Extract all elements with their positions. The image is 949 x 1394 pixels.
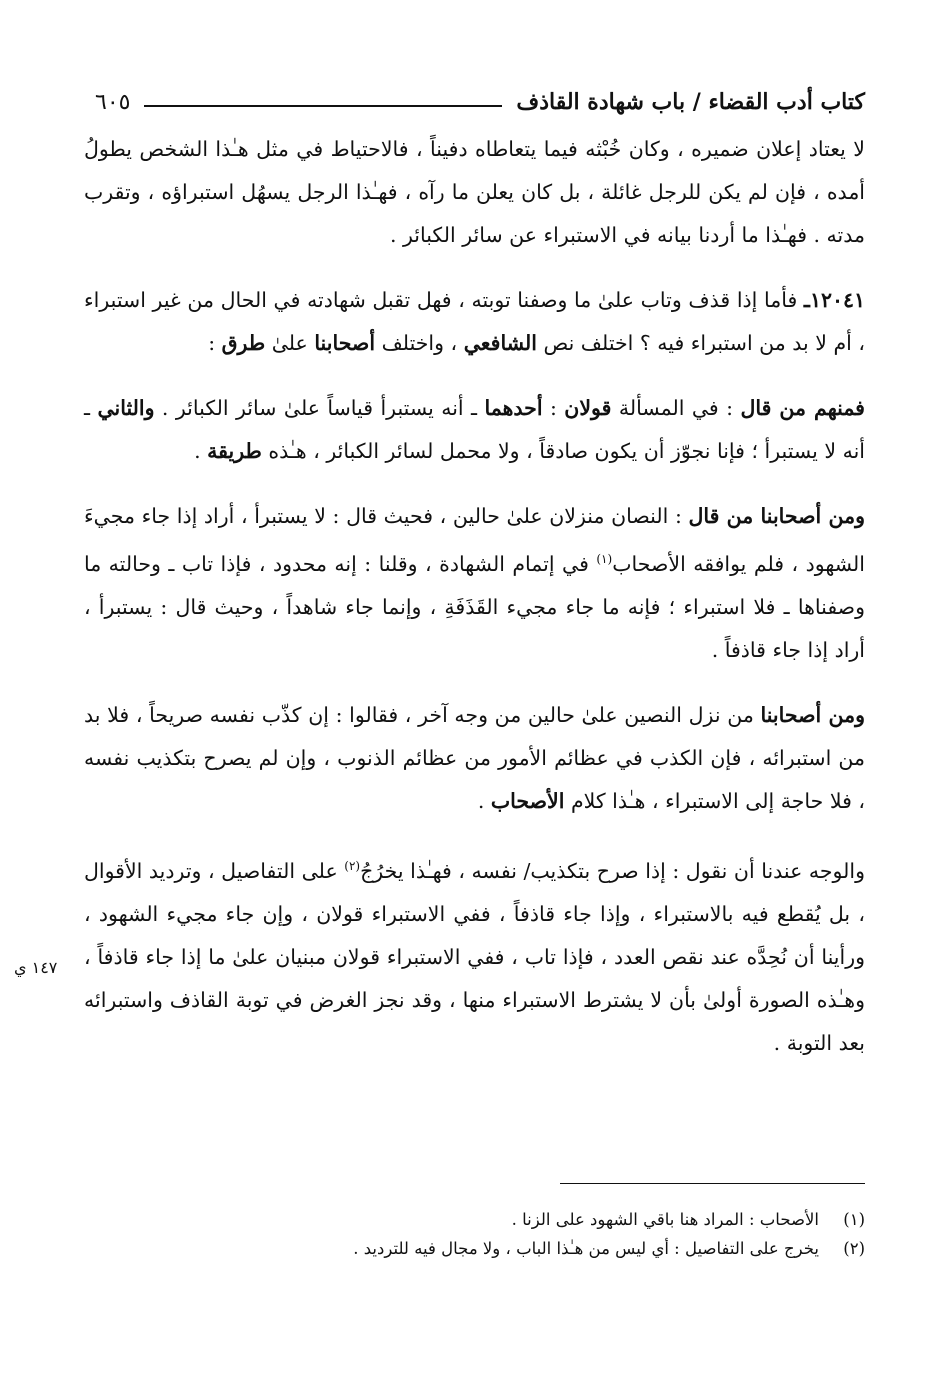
- page-number: ٦٠٥: [95, 89, 131, 115]
- text-run: طريقة: [207, 439, 262, 463]
- paragraph: [84, 694, 865, 823]
- footnote-number: (٢): [843, 1239, 865, 1258]
- text-run: فمنهم من قال: [740, 396, 865, 420]
- text-run: طرق: [221, 331, 266, 355]
- footnote-1: [84, 1205, 865, 1234]
- text-run: : النصان منزلان علىٰ حالين ، فحيث قال : لا يستبرأ ، أراد إذا جاء مجيءَ الشهود ، فلم يوافقه الأصحاب: [84, 504, 865, 576]
- text-run: :: [208, 331, 222, 355]
- text-run: .: [194, 439, 208, 463]
- margin-note: ١٤٧ ي: [14, 958, 58, 977]
- text-run: في إتمام الشهادة ، وقلنا : إنه محدود ، فإذا تاب ـ وحالته ما وصفناها ـ فلا استبراء ؛ فإنه ما جاء مجيء القَذَفَةِ ، وإنما جاء شاهداً ، وحيث قال : يستبرأ ، أراد إذا جاء قاذفاً .: [84, 551, 865, 662]
- text-run: أحدهما: [484, 396, 543, 420]
- paragraph: [84, 387, 865, 473]
- footnote-number: (١): [843, 1210, 865, 1229]
- text-run: ـ أنه يستبرأ قياساً علىٰ سائر الكبائر .: [154, 396, 485, 420]
- running-header: [95, 80, 865, 124]
- paragraph: [84, 495, 865, 672]
- text-run: ـ أنه لا يستبرأ ؛ فإنا نجوّز أن يكون صادقاً ، ولا محمل لسائر الكبائر ، هـٰذه: [84, 396, 865, 463]
- text-run: علىٰ: [265, 331, 315, 355]
- text-run: ومن أصحابنا من قال: [688, 504, 865, 528]
- text-run: ١٢٠٤١ـ: [803, 288, 865, 312]
- body-text: [84, 128, 865, 1087]
- text-run: :: [542, 396, 565, 420]
- text-run: الأصحاب: [490, 788, 565, 813]
- footnote-ref: (٢): [344, 858, 361, 873]
- text-run: .: [477, 788, 491, 813]
- paragraph: [84, 279, 865, 365]
- text-run: على التفاصيل ، وترديد الأقوال ، بل يُقطع فيه بالاستبراء ، وإذا جاء قاذفاً ، ففي الاستبراء قولان ، وإن جاء مجيء الشهود ، ورأينا أن نُحِدَّه عند نقص العدد ، فإذا تاب ، ففي الاستبراء قولان مبنيان علىٰ ما إذا جاء قاذفاً ، وهـٰذه الصورة أولىٰ بأن لا يشترط الاستبراء منها ، وقد نجز الغرض في توبة القاذف واستبرائه بعد التوبة .: [84, 858, 865, 1055]
- text-run: الشافعي: [463, 331, 537, 355]
- text-run: من نزل النصين علىٰ حالين من وجه آخر ، فقالوا : إن كذّب نفسه صريحاً ، فلا بد من استبرائه ، فإن الكذب في عظائم الأمور من عظائم الذنوب ، وإن لم يصرح بتكذيب نفسه ، فلا حاجة إلى الاستبراء ، هـٰذا كلام: [84, 702, 865, 813]
- text-run: ومن أصحابنا: [760, 702, 865, 727]
- footnote-text: يخرج على التفاصيل : أي ليس من هـٰذا الباب ، ولا مجال فيه للترديد .: [353, 1239, 819, 1258]
- paragraph: [84, 128, 865, 257]
- text-run: قولان: [564, 396, 612, 420]
- footnote-text: الأصحاب : المراد هنا باقي الشهود على الزنا .: [511, 1210, 819, 1229]
- footnotes: [84, 1205, 865, 1263]
- footnote-2: [84, 1234, 865, 1263]
- text-run: ، واختلف: [375, 331, 464, 355]
- text-run: أصحابنا: [314, 331, 376, 355]
- header-rule: [144, 105, 502, 107]
- text-run: لا يعتاد إعلان ضميره ، وكان خُبْثه فيما يتعاطاه دفيناً ، فالاحتياط في مثل هـٰذا الشخص يطولُ أمده ، فإن لم يكن للرجل غائلة ، بل كان يعلن ما رآه ، فهـٰذا الرجل يسهُل استبراؤه ، وتقرب مدته . فهـٰذا ما أردنا بيانه في الاستبراء عن سائر الكبائر .: [84, 137, 865, 247]
- text-run: فأما إذا قذف وتاب علىٰ ما وصفنا توبته ، فهل تقبل شهادته في الحال من غير استبراء ، أم لا بد من استبراء فيه ؟ اختلف نص: [84, 288, 865, 355]
- paragraph: [84, 845, 865, 1065]
- text-run: والثاني: [97, 396, 155, 420]
- text-run: والوجه عندنا أن نقول : إذا صرح بتكذيب/ نفسه ، فهـٰذا يخرُجُ: [360, 858, 865, 883]
- footnote-ref: (١): [596, 552, 613, 566]
- text-run: : في المسألة: [611, 396, 741, 420]
- header-title: كتاب أدب القضاء / باب شهادة القاذف: [516, 89, 865, 115]
- footnote-separator: [560, 1183, 865, 1184]
